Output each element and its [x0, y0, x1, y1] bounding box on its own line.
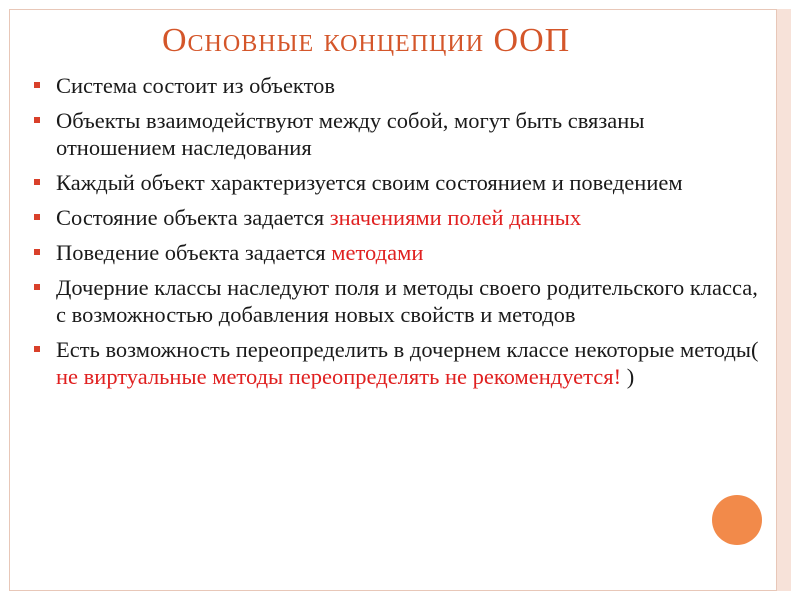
- square-bullet-icon: [34, 82, 40, 88]
- list-item: [34, 107, 762, 161]
- list-item: [34, 274, 762, 328]
- orange-circle-decoration: [712, 495, 762, 545]
- bullet-text: Поведение объекта задается: [56, 240, 332, 265]
- list-item: [34, 72, 762, 99]
- right-decorative-band: [777, 9, 791, 591]
- list-item: [34, 336, 762, 390]
- list-item: [34, 169, 762, 196]
- list-item: [34, 204, 762, 231]
- bullet-text: Состояние объекта задается: [56, 205, 330, 230]
- bullet-text: Объекты взаимодействуют между собой, могут быть связаны отношением наследования: [56, 108, 645, 160]
- slide-title: Основные концепции ООП: [162, 22, 571, 59]
- list-item: [34, 239, 762, 266]
- square-bullet-icon: [34, 117, 40, 123]
- bullet-text-end: ): [621, 364, 635, 389]
- highlighted-text: не виртуальные методы переопределять не рекомендуется!: [56, 364, 622, 389]
- square-bullet-icon: [34, 179, 40, 185]
- square-bullet-icon: [34, 249, 40, 255]
- bullet-text: Система состоит из объектов: [56, 73, 335, 98]
- bullet-text: Каждый объект характеризуется своим состоянием и поведением: [56, 170, 683, 195]
- bullet-text: Дочерние классы наследуют поля и методы своего родительского класса, с возможностью добавления новых свойств и методов: [56, 275, 758, 327]
- square-bullet-icon: [34, 284, 40, 290]
- square-bullet-icon: [34, 214, 40, 220]
- square-bullet-icon: [34, 346, 40, 352]
- bullet-list: [34, 72, 762, 398]
- highlighted-text: методами: [331, 240, 424, 265]
- bullet-text: Есть возможность переопределить в дочернем классе некоторые методы(: [56, 337, 759, 362]
- highlighted-text: значениями полей данных: [329, 205, 582, 230]
